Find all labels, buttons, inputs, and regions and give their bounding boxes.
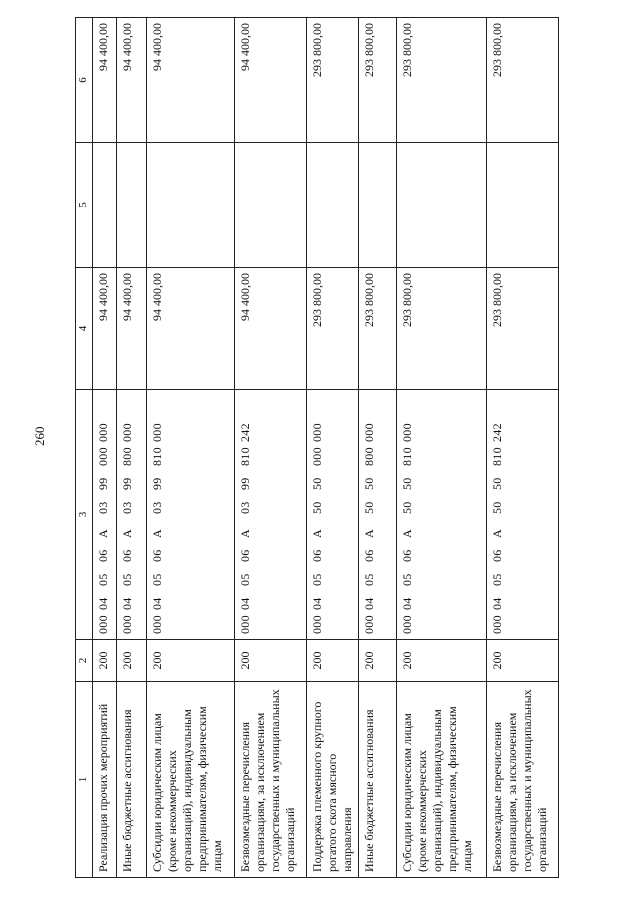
row-value-col5-cell	[146, 143, 234, 268]
row-name-cell: Иные бюджетные ассигнования	[116, 682, 146, 878]
row-kbk-cell	[92, 390, 116, 640]
kbk-code-part: 000	[149, 615, 164, 634]
row-value-col4-cell: 293 800,00	[306, 268, 358, 390]
row-code-cell: 200	[92, 640, 116, 682]
kbk-code-part: 000	[309, 423, 324, 442]
kbk-code-part: 50	[309, 477, 324, 490]
kbk-code-part: А	[237, 529, 252, 538]
row-value-col4-cell: 293 800,00	[396, 268, 486, 390]
row-code-cell: 200	[358, 640, 396, 682]
kbk-code-part: 000	[119, 615, 134, 634]
kbk-code-part: 000	[237, 615, 252, 634]
row-value-col6-cell: 94 400,00	[116, 18, 146, 143]
kbk-code-part: А	[95, 529, 110, 538]
header-cell: 2	[76, 640, 93, 682]
kbk-code-part: А	[309, 529, 324, 538]
row-value-col4-cell: 94 400,00	[234, 268, 306, 390]
kbk-code-part: 06	[119, 549, 134, 562]
kbk-code-part: 242	[489, 423, 504, 442]
row-value-col6-cell: 94 400,00	[92, 18, 116, 143]
kbk-code-part: 04	[309, 597, 324, 610]
kbk-code-part: 810	[237, 447, 252, 466]
kbk-code-part: 05	[149, 573, 164, 586]
kbk-code-part: 99	[119, 477, 134, 490]
kbk-code-part: 06	[489, 549, 504, 562]
kbk-code-part: 810	[489, 447, 504, 466]
row-code-cell: 200	[116, 640, 146, 682]
header-cell: 1	[76, 682, 93, 878]
row-value-col6-cell: 293 800,00	[306, 18, 358, 143]
kbk-code-part: 06	[361, 549, 376, 562]
row-name-cell: Поддержка племенного крупного рогатого скота мясного направления	[306, 682, 358, 878]
table-row	[306, 18, 358, 878]
row-kbk-cell	[146, 390, 234, 640]
kbk-code-part: А	[119, 529, 134, 538]
kbk-code-part: 000	[399, 615, 414, 634]
row-value-col5-cell	[306, 143, 358, 268]
row-name-cell: Реализация прочих мероприятий	[92, 682, 116, 878]
table-body	[92, 18, 558, 878]
kbk-code-part: 04	[95, 597, 110, 610]
kbk-code-part: 04	[119, 597, 134, 610]
kbk-code-part: 50	[399, 477, 414, 490]
kbk-code-part: 03	[237, 501, 252, 514]
header-cell: 5	[76, 143, 93, 268]
row-value-col6-cell: 94 400,00	[234, 18, 306, 143]
row-value-col5-cell	[234, 143, 306, 268]
row-name-cell: Иные бюджетные ассигнования	[358, 682, 396, 878]
row-value-col4-cell: 293 800,00	[486, 268, 558, 390]
kbk-code-part: 000	[361, 423, 376, 442]
kbk-code-part: А	[399, 529, 414, 538]
kbk-code-part: 50	[361, 477, 376, 490]
kbk-code-part: 04	[237, 597, 252, 610]
kbk-code-part: 810	[149, 447, 164, 466]
kbk-code-part: 05	[399, 573, 414, 586]
row-value-col6-cell: 293 800,00	[396, 18, 486, 143]
kbk-code-part: 04	[399, 597, 414, 610]
kbk-code-part: 000	[119, 423, 134, 442]
rotated-table-container	[75, 18, 555, 878]
table-row	[358, 18, 396, 878]
kbk-code-part: 06	[237, 549, 252, 562]
kbk-code-part: 04	[149, 597, 164, 610]
row-value-col4-cell: 94 400,00	[92, 268, 116, 390]
kbk-code-part: 05	[361, 573, 376, 586]
kbk-code-part: 000	[399, 423, 414, 442]
kbk-code-part: 50	[489, 477, 504, 490]
kbk-code-part: 06	[309, 549, 324, 562]
row-value-col4-cell: 293 800,00	[358, 268, 396, 390]
kbk-code-part: 05	[237, 573, 252, 586]
kbk-code-part: 810	[399, 447, 414, 466]
row-kbk-cell	[306, 390, 358, 640]
row-name-cell: Безвозмездные перечисления организациям, за исключением государственных и муниципальных организаций	[486, 682, 558, 878]
kbk-code-part: 000	[489, 615, 504, 634]
kbk-code-part: 05	[119, 573, 134, 586]
row-code-cell: 200	[396, 640, 486, 682]
row-code-cell: 200	[306, 640, 358, 682]
kbk-code-part: 000	[95, 447, 110, 466]
kbk-code-part: 50	[361, 501, 376, 514]
kbk-code-part: 05	[95, 573, 110, 586]
budget-table	[75, 17, 559, 878]
row-value-col5-cell	[358, 143, 396, 268]
kbk-code-part: 000	[149, 423, 164, 442]
kbk-code-part: 50	[489, 501, 504, 514]
kbk-code-part: 000	[95, 423, 110, 442]
kbk-code-part: 50	[399, 501, 414, 514]
row-name-cell: Безвозмездные перечисления организациям, за исключением государственных и муниципальных организаций	[234, 682, 306, 878]
header-cell: 3	[76, 390, 93, 640]
table-row	[92, 18, 116, 878]
kbk-code-part: А	[489, 529, 504, 538]
kbk-code-part: 800	[119, 447, 134, 466]
kbk-code-part: 99	[149, 477, 164, 490]
kbk-code-part: А	[149, 529, 164, 538]
row-value-col5-cell	[396, 143, 486, 268]
kbk-code-part: 03	[95, 501, 110, 514]
kbk-code-part: 000	[95, 615, 110, 634]
row-kbk-cell	[396, 390, 486, 640]
kbk-code-part: 03	[119, 501, 134, 514]
row-value-col5-cell	[92, 143, 116, 268]
row-value-col6-cell: 293 800,00	[358, 18, 396, 143]
header-row	[76, 18, 93, 878]
table-row	[486, 18, 558, 878]
header-cell: 6	[76, 18, 93, 143]
kbk-code-part: 03	[149, 501, 164, 514]
row-code-cell: 200	[234, 640, 306, 682]
row-name-cell: Субсидии юридическим лицам (кроме некоммерческих организаций), индивидуальным предпринимателям, физическим лицам	[146, 682, 234, 878]
header-cell: 4	[76, 268, 93, 390]
kbk-code-part: 06	[399, 549, 414, 562]
page-number: 260	[32, 426, 47, 446]
row-code-cell: 200	[146, 640, 234, 682]
kbk-code-part: А	[361, 529, 376, 538]
row-kbk-cell	[116, 390, 146, 640]
kbk-code-part: 05	[309, 573, 324, 586]
table-row	[234, 18, 306, 878]
row-value-col4-cell: 94 400,00	[146, 268, 234, 390]
kbk-code-part: 800	[361, 447, 376, 466]
table-row	[396, 18, 486, 878]
row-value-col6-cell: 293 800,00	[486, 18, 558, 143]
row-kbk-cell	[234, 390, 306, 640]
row-value-col5-cell	[116, 143, 146, 268]
kbk-code-part: 04	[489, 597, 504, 610]
kbk-code-part: 99	[237, 477, 252, 490]
kbk-code-part: 242	[237, 423, 252, 442]
row-value-col6-cell: 94 400,00	[146, 18, 234, 143]
kbk-code-part: 000	[309, 615, 324, 634]
kbk-code-part: 06	[149, 549, 164, 562]
kbk-code-part: 06	[95, 549, 110, 562]
kbk-code-part: 05	[489, 573, 504, 586]
row-kbk-cell	[358, 390, 396, 640]
row-value-col5-cell	[486, 143, 558, 268]
kbk-code-part: 04	[361, 597, 376, 610]
kbk-code-part: 000	[361, 615, 376, 634]
kbk-code-part: 000	[309, 447, 324, 466]
kbk-code-part: 99	[95, 477, 110, 490]
row-code-cell: 200	[486, 640, 558, 682]
table-row	[146, 18, 234, 878]
row-kbk-cell	[486, 390, 558, 640]
kbk-code-part: 50	[309, 501, 324, 514]
row-name-cell: Субсидии юридическим лицам (кроме некоммерческих организаций), индивидуальным предпринимателям, физическим лицам	[396, 682, 486, 878]
table-row	[116, 18, 146, 878]
row-value-col4-cell: 94 400,00	[116, 268, 146, 390]
